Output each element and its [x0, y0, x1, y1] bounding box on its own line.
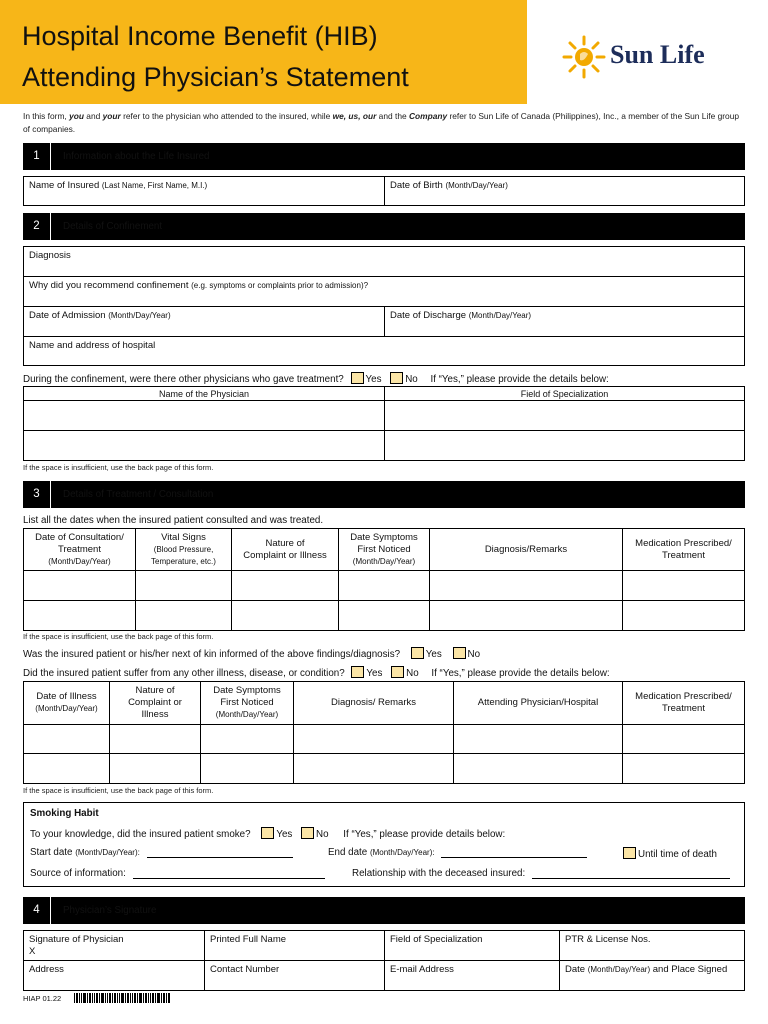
t1-header-consultation-date: Date of Consultation/ Treatment (Month/Day/Year): [23, 528, 136, 571]
t2-row1-c6[interactable]: [622, 724, 745, 754]
t2-row2-c3[interactable]: [200, 753, 294, 784]
space-note: If the space is insufficient, use the back page of this form.: [23, 786, 214, 795]
t1-row2-c5[interactable]: [429, 600, 623, 631]
physician-name-header: Name of the Physician: [23, 386, 385, 401]
t1-row1-c2[interactable]: [135, 570, 232, 601]
specialization-row-1[interactable]: [384, 400, 745, 431]
t1-row2-c2[interactable]: [135, 600, 232, 631]
relationship-input[interactable]: [532, 868, 730, 879]
source-input[interactable]: [133, 868, 325, 879]
t2-row2-c5[interactable]: [453, 753, 623, 784]
t2-header-attending-physician: Attending Physician/Hospital: [453, 681, 623, 725]
physician-name-row-2[interactable]: [23, 430, 385, 461]
smoking-habit-title: Smoking Habit: [30, 808, 99, 819]
t1-row2-c1[interactable]: [23, 600, 136, 631]
signature-field[interactable]: Signature of Physician X: [23, 930, 205, 961]
kin-informed-question: Was the insured patient or his/her next of kin informed of the above findings/diagnosis? Yes No: [23, 649, 481, 660]
other-illness-no-checkbox[interactable]: [391, 666, 404, 678]
title-block: [0, 0, 527, 104]
sun-life-logo: [562, 34, 732, 80]
t2-row2-c4[interactable]: [293, 753, 454, 784]
brand-name: Sun Life: [610, 40, 705, 69]
other-physicians-question: During the confinement, were there other physicians who gave treatment? Yes No If “Yes,” please provide the details below:: [23, 374, 609, 385]
sun-icon: [562, 34, 606, 80]
other-illness-question: Did the insured patient suffer from any other illness, disease, or condition? Yes No If “Yes,” please provide the details below:: [23, 668, 610, 679]
diagnosis-field[interactable]: Diagnosis: [23, 246, 745, 277]
email-address-field[interactable]: E-mail Address: [384, 960, 560, 991]
other-physicians-yes-checkbox[interactable]: [351, 372, 364, 384]
specialization-row-2[interactable]: [384, 430, 745, 461]
date-place-signed-field[interactable]: Date (Month/Day/Year) and Place Signed: [559, 960, 745, 991]
t2-header-diagnosis: Diagnosis/ Remarks: [293, 681, 454, 725]
other-illness-yes-checkbox[interactable]: [351, 666, 364, 678]
section-4-header: 4 Physician’s Signature: [23, 897, 745, 924]
kin-informed-yes-checkbox[interactable]: [411, 647, 424, 659]
t1-row1-c5[interactable]: [429, 570, 623, 601]
t1-row2-c4[interactable]: [338, 600, 430, 631]
t2-header-medication: Medication Prescribed/ Treatment: [622, 681, 745, 725]
until-death-option: Until time of death: [623, 847, 717, 860]
hospital-name-address-field[interactable]: Name and address of hospital: [23, 336, 745, 366]
t2-row2-c1[interactable]: [23, 753, 110, 784]
section-1-header: 1 Information about the Life Insured: [23, 143, 745, 170]
smoking-no-checkbox[interactable]: [301, 827, 314, 839]
date-of-admission-field[interactable]: Date of Admission (Month/Day/Year): [23, 306, 385, 337]
title-line-1: Hospital Income Benefit (HIB): [22, 21, 378, 51]
t2-row2-c2[interactable]: [109, 753, 201, 784]
t1-row1-c6[interactable]: [622, 570, 745, 601]
until-death-checkbox[interactable]: [623, 847, 636, 859]
t1-row2-c3[interactable]: [231, 600, 339, 631]
t1-header-nature-of-complaint: Nature of Complaint or Illness: [231, 528, 339, 571]
name-of-insured-field[interactable]: Name of Insured (Last Name, First Name, M.I.): [23, 176, 385, 206]
section-3-header: 3 Details of Treatment / Consultation: [23, 481, 745, 508]
t2-header-nature: Nature of Complaint or Illness: [109, 681, 201, 725]
barcode-icon: [74, 993, 170, 1003]
title-line-2: Attending Physician’s Statement: [22, 62, 409, 92]
t1-header-medication: Medication Prescribed/ Treatment: [622, 528, 745, 571]
start-date-input[interactable]: [147, 847, 293, 858]
t1-row1-c1[interactable]: [23, 570, 136, 601]
t1-header-diagnosis: Diagnosis/Remarks: [429, 528, 623, 571]
smoking-start-date: Start date (Month/Day/Year):: [30, 847, 293, 858]
smoking-end-date: End date (Month/Day/Year):: [328, 847, 587, 858]
t2-row1-c1[interactable]: [23, 724, 110, 754]
confinement-reason-field[interactable]: Why did you recommend confinement (e.g. symptoms or complaints prior to admission)?: [23, 276, 745, 307]
t2-row1-c3[interactable]: [200, 724, 294, 754]
t1-row1-c3[interactable]: [231, 570, 339, 601]
date-of-birth-field[interactable]: Date of Birth (Month/Day/Year): [384, 176, 745, 206]
printed-name-field[interactable]: Printed Full Name: [204, 930, 385, 961]
address-field[interactable]: Address: [23, 960, 205, 991]
source-of-information: Source of information:: [30, 868, 325, 879]
list-dates-instruction: List all the dates when the insured patient consulted and was treated.: [23, 515, 324, 526]
t1-row1-c4[interactable]: [338, 570, 430, 601]
form-code: HIAP 01.22: [23, 994, 62, 1003]
date-of-discharge-field[interactable]: Date of Discharge (Month/Day/Year): [384, 306, 745, 337]
other-physicians-no-checkbox[interactable]: [390, 372, 403, 384]
t1-header-date-symptoms: Date Symptoms First Noticed (Month/Day/Year): [338, 528, 430, 571]
contact-number-field[interactable]: Contact Number: [204, 960, 385, 991]
field-of-specialization-field[interactable]: Field of Specialization: [384, 930, 560, 961]
t2-header-date-of-illness: Date of Illness (Month/Day/Year): [23, 681, 110, 725]
end-date-input[interactable]: [441, 847, 587, 858]
t2-header-date-symptoms: Date Symptoms First Noticed (Month/Day/Year): [200, 681, 294, 725]
relationship-with-deceased: Relationship with the deceased insured:: [352, 868, 730, 879]
smoking-question: To your knowledge, did the insured patient smoke? Yes No If “Yes,” please provide details below:: [30, 829, 506, 840]
t1-row2-c6[interactable]: [622, 600, 745, 631]
specialization-header: Field of Specialization: [384, 386, 745, 401]
intro-paragraph: In this form, you and your refer to the physician who attended to the insured, while we, us, our and the Company refer to Sun Life of Canada (Philippines), Inc., a member of the Sun Life group of companies.: [23, 111, 740, 134]
t2-row2-c6[interactable]: [622, 753, 745, 784]
t2-row1-c4[interactable]: [293, 724, 454, 754]
section-2-header: 2 Details of Confinement: [23, 213, 745, 240]
kin-informed-no-checkbox[interactable]: [453, 647, 466, 659]
space-note: If the space is insufficient, use the back page of this form.: [23, 632, 214, 641]
t1-header-vital-signs: Vital Signs (Blood Pressure, Temperature, etc.): [135, 528, 232, 571]
ptr-license-field[interactable]: PTR & License Nos.: [559, 930, 745, 961]
space-note: If the space is insufficient, use the back page of this form.: [23, 463, 214, 472]
physician-name-row-1[interactable]: [23, 400, 385, 431]
smoking-yes-checkbox[interactable]: [261, 827, 274, 839]
t2-row1-c2[interactable]: [109, 724, 201, 754]
t2-row1-c5[interactable]: [453, 724, 623, 754]
